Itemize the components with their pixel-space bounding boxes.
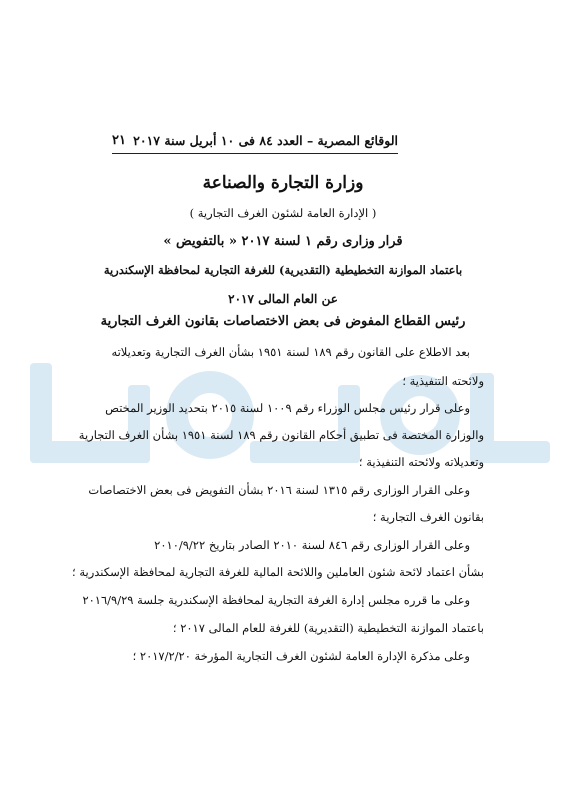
paragraph-line: بعد الاطلاع على القانون رقم ١٨٩ لسنة ١٩٥١ بشأن الغرف التجارية وتعديلاته: [111, 345, 470, 359]
paragraph-line: وعلى مذكرة الإدارة العامة لشئون الغرف التجارية المؤرخة ٢٠١٧/٢/٢٠ ؛: [132, 649, 470, 663]
issuer-line: رئيس القطاع المفوض فى بعض الاختصاصات بقانون الغرف التجارية: [100, 314, 466, 329]
paragraph-line: وعلى قرار رئيس مجلس الوزراء رقم ١٠٠٩ لسنة ٢٠١٥ بتحديد الوزير المختص: [105, 401, 470, 415]
paragraph-line: وعلى القرار الوزارى رقم ٨٤٦ لسنة ٢٠١٠ الصادر بتاريخ ٢٠١٠/٩/٢٢: [154, 538, 470, 552]
decree-subject-year: عن العام المالى ٢٠١٧: [228, 292, 338, 306]
decree-title: قرار وزارى رقم ١ لسنة ٢٠١٧ « بالتفويض »: [163, 234, 403, 249]
paragraph-line: وتعديلاته ولائحته التنفيذية ؛: [358, 455, 484, 469]
paragraph-line: بقانون الغرف التجارية ؛: [372, 510, 484, 524]
paragraph-line: ولائحته التنفيذية ؛: [402, 374, 484, 388]
paragraph-line: والوزارة المختصة فى تطبيق أحكام القانون رقم ١٨٩ لسنة ١٩٥١ بشأن الغرف التجارية: [78, 428, 484, 442]
paragraph-line: وعلى القرار الوزارى رقم ١٣١٥ لسنة ٢٠١٦ بشأن التفويض فى بعض الاختصاصات: [88, 483, 470, 497]
ministry-name: وزارة التجارة والصناعة: [202, 173, 364, 193]
paragraph-line: وعلى ما قرره مجلس إدارة الغرفة التجارية لمحافظة الإسكندرية جلسة ٢٠١٦/٩/٢٩: [82, 593, 470, 607]
page-header: [112, 133, 398, 154]
page-number: ٢١: [112, 133, 126, 148]
paragraph-line: باعتماد الموازنة التخطيطية (التقديرية) للغرفة للعام المالى ٢٠١٧ ؛: [172, 621, 484, 635]
gazette-title: الوقائع المصرية – العدد ٨٤ فى ١٠ أبريل سنة ٢٠١٧: [133, 133, 398, 148]
paragraph-line: بشأن اعتماد لائحة شئون العاملين واللائحة المالية للغرفة التجارية لمحافظة الإسكندرية ؛: [72, 565, 484, 579]
decree-subject: باعتماد الموازنة التخطيطية (التقديرية) للغرفة التجارية لمحافظة الإسكندرية: [103, 263, 463, 277]
department-name: ( الإدارة العامة لشئون الغرف التجارية ): [189, 206, 377, 220]
